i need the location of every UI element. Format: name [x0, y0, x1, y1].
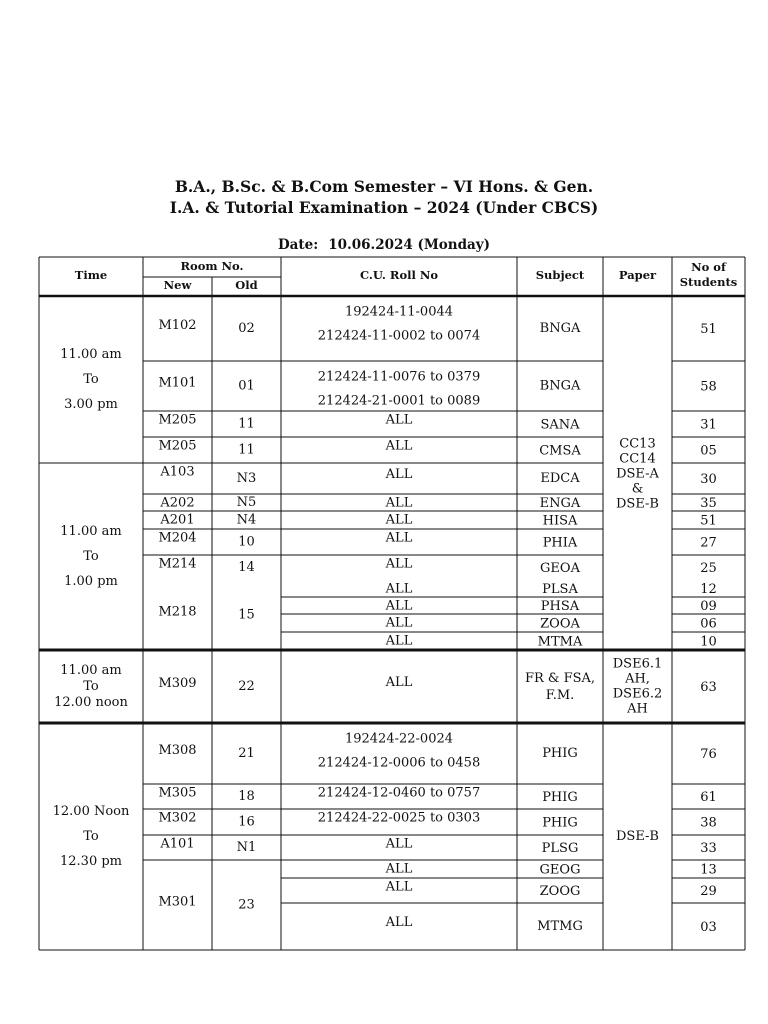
header-students: Students	[679, 275, 738, 289]
room-new: A202	[160, 495, 195, 511]
room-new: A101	[160, 836, 195, 852]
student-count: 58	[700, 379, 717, 395]
roll-range: ALL	[385, 438, 413, 454]
paper-code: AH,	[625, 671, 650, 687]
time-slot: To	[83, 679, 99, 694]
time-slot: To	[83, 372, 99, 387]
student-count: 51	[700, 322, 717, 337]
room-old: 11	[238, 442, 255, 458]
subject-code: ENGA	[539, 496, 581, 511]
room-old: 10	[238, 534, 255, 550]
roll-range: ALL	[385, 412, 413, 428]
subject-code: CMSA	[539, 443, 581, 459]
roll-range: ALL	[385, 836, 413, 852]
room-new: M102	[158, 318, 197, 333]
paper-code: DSE6.1	[612, 656, 663, 672]
room-old: N1	[236, 840, 257, 855]
subject-code: GEOA	[540, 561, 580, 576]
time-slot: 12.30 pm	[60, 854, 122, 869]
roll-range: 192424-22-0024	[344, 731, 454, 747]
room-new: A201	[160, 512, 195, 528]
time-slot: 12.00 Noon	[52, 804, 130, 819]
room-old: 01	[238, 378, 255, 394]
subject-code: BNGA	[539, 378, 581, 394]
roll-range: 192424-11-0044	[344, 304, 454, 320]
paper-code: &	[631, 481, 644, 497]
header-room-old: Old	[235, 278, 258, 292]
roll-range: ALL	[385, 495, 413, 511]
roll-range: 212424-12-0006 to 0458	[317, 755, 481, 771]
roll-range: ALL	[385, 633, 413, 649]
subject-code: EDCA	[540, 471, 580, 486]
time-slot: 11.00 am	[60, 347, 122, 362]
room-new: A103	[160, 464, 195, 480]
subject-code: FR & FSA,	[524, 671, 596, 686]
paper-code: DSE-B	[615, 496, 660, 512]
subject-code: F.M.	[545, 688, 575, 703]
subject-code: PHIA	[542, 535, 578, 551]
roll-range: ALL	[385, 467, 413, 482]
student-count: 61	[700, 790, 717, 805]
roll-range: ALL	[385, 512, 413, 528]
room-old: 02	[238, 321, 255, 336]
student-count: 35	[700, 496, 717, 511]
header-roll-no: C.U. Roll No	[359, 268, 439, 282]
subject-code: MTMG	[537, 919, 583, 934]
student-count: 30	[700, 472, 717, 487]
subject-code: SANA	[540, 417, 580, 433]
paper-code: DSE-A	[616, 466, 659, 482]
student-count: 06	[700, 616, 717, 632]
subject-code: BNGA	[539, 321, 581, 336]
date-label: Date:	[277, 237, 319, 253]
subject-code: PLSG	[541, 841, 579, 856]
time-slot: 12.00 noon	[54, 695, 128, 710]
room-new: M205	[158, 412, 197, 428]
roll-range: ALL	[385, 615, 413, 631]
paper-code: DSE6.2	[612, 686, 663, 702]
subject-code: PHSA	[540, 599, 580, 614]
subject-code: PHIG	[542, 790, 578, 805]
roll-range: ALL	[385, 861, 413, 877]
student-count: 10	[700, 634, 717, 650]
room-old: N3	[236, 471, 257, 486]
room-new: M309	[158, 676, 197, 691]
student-count: 03	[700, 920, 717, 935]
roll-range: ALL	[385, 915, 413, 930]
student-count: 33	[700, 841, 717, 856]
header-paper: Paper	[618, 268, 657, 282]
roll-range: ALL	[385, 581, 413, 597]
student-count: 31	[700, 417, 717, 433]
room-old: N5	[236, 495, 257, 510]
student-count: 12	[700, 582, 717, 597]
subject-code: MTMA	[537, 634, 583, 650]
subject-code: PHIG	[542, 815, 578, 831]
room-old: N4	[236, 512, 257, 528]
room-old: 11	[238, 416, 255, 432]
room-old: 16	[238, 814, 255, 830]
roll-range: 212424-11-0002 to 0074	[317, 328, 481, 344]
roll-range: ALL	[385, 556, 413, 572]
roll-range: ALL	[385, 879, 413, 895]
roll-range: 212424-22-0025 to 0303	[317, 810, 481, 826]
time-slot: 11.00 am	[60, 524, 122, 539]
date-value: 10.06.2024 (Monday)	[328, 237, 491, 253]
student-count: 25	[700, 561, 717, 576]
paper-code: DSE-B	[615, 829, 660, 844]
room-old: 21	[238, 746, 255, 761]
roll-range: 212424-12-0460 to 0757	[317, 785, 481, 801]
room-old: 23	[238, 897, 255, 913]
student-count: 51	[700, 513, 717, 529]
room-old: 18	[238, 789, 255, 804]
header-students: No of	[691, 260, 726, 274]
room-old: 14	[238, 560, 255, 575]
time-slot: 11.00 am	[60, 663, 122, 678]
room-new: M305	[158, 785, 197, 801]
roll-range: ALL	[385, 675, 413, 690]
subject-code: ZOOA	[540, 616, 580, 632]
room-new: M301	[158, 894, 197, 910]
header-room-no: Room No.	[180, 259, 244, 273]
roll-range: ALL	[385, 598, 413, 614]
student-count: 76	[700, 747, 717, 762]
student-count: 63	[700, 680, 717, 695]
room-new: M204	[158, 530, 197, 546]
student-count: 13	[700, 862, 717, 878]
time-slot: To	[83, 549, 99, 564]
student-count: 38	[700, 815, 717, 831]
room-old: 22	[238, 679, 255, 694]
roll-range: 212424-11-0076 to 0379	[317, 369, 481, 385]
roll-range: ALL	[385, 530, 413, 546]
student-count: 09	[700, 599, 717, 614]
title-line-2: I.A. & Tutorial Examination – 2024 (Under CBCS)	[169, 198, 599, 217]
student-count: 29	[700, 884, 717, 899]
student-count: 27	[700, 535, 717, 551]
subject-code: ZOOG	[539, 884, 581, 899]
room-new: M205	[158, 438, 197, 454]
room-new: M214	[158, 556, 197, 572]
header-subject: Subject	[535, 268, 585, 282]
time-slot: 1.00 pm	[64, 574, 118, 589]
student-count: 05	[700, 443, 717, 459]
roll-range: 212424-21-0001 to 0089	[317, 393, 481, 409]
subject-code: PLSA	[542, 582, 578, 597]
subject-code: GEOG	[539, 862, 581, 878]
paper-code: CC14	[619, 451, 656, 467]
room-new: M218	[158, 604, 197, 620]
paper-code: CC13	[619, 436, 656, 452]
time-slot: 3.00 pm	[64, 397, 118, 412]
subject-code: PHIG	[542, 746, 578, 761]
subject-code: HISA	[542, 513, 578, 529]
room-new: M302	[158, 810, 197, 826]
room-new: M101	[158, 375, 197, 391]
time-slot: To	[83, 829, 99, 844]
room-new: M308	[158, 743, 197, 758]
header-time: Time	[74, 268, 108, 282]
room-old: 15	[238, 607, 255, 623]
title-line-1: B.A., B.Sc. & B.Com Semester – VI Hons. & Gen.	[174, 177, 594, 196]
paper-code: AH	[627, 701, 648, 717]
header-room-new: New	[163, 278, 192, 292]
